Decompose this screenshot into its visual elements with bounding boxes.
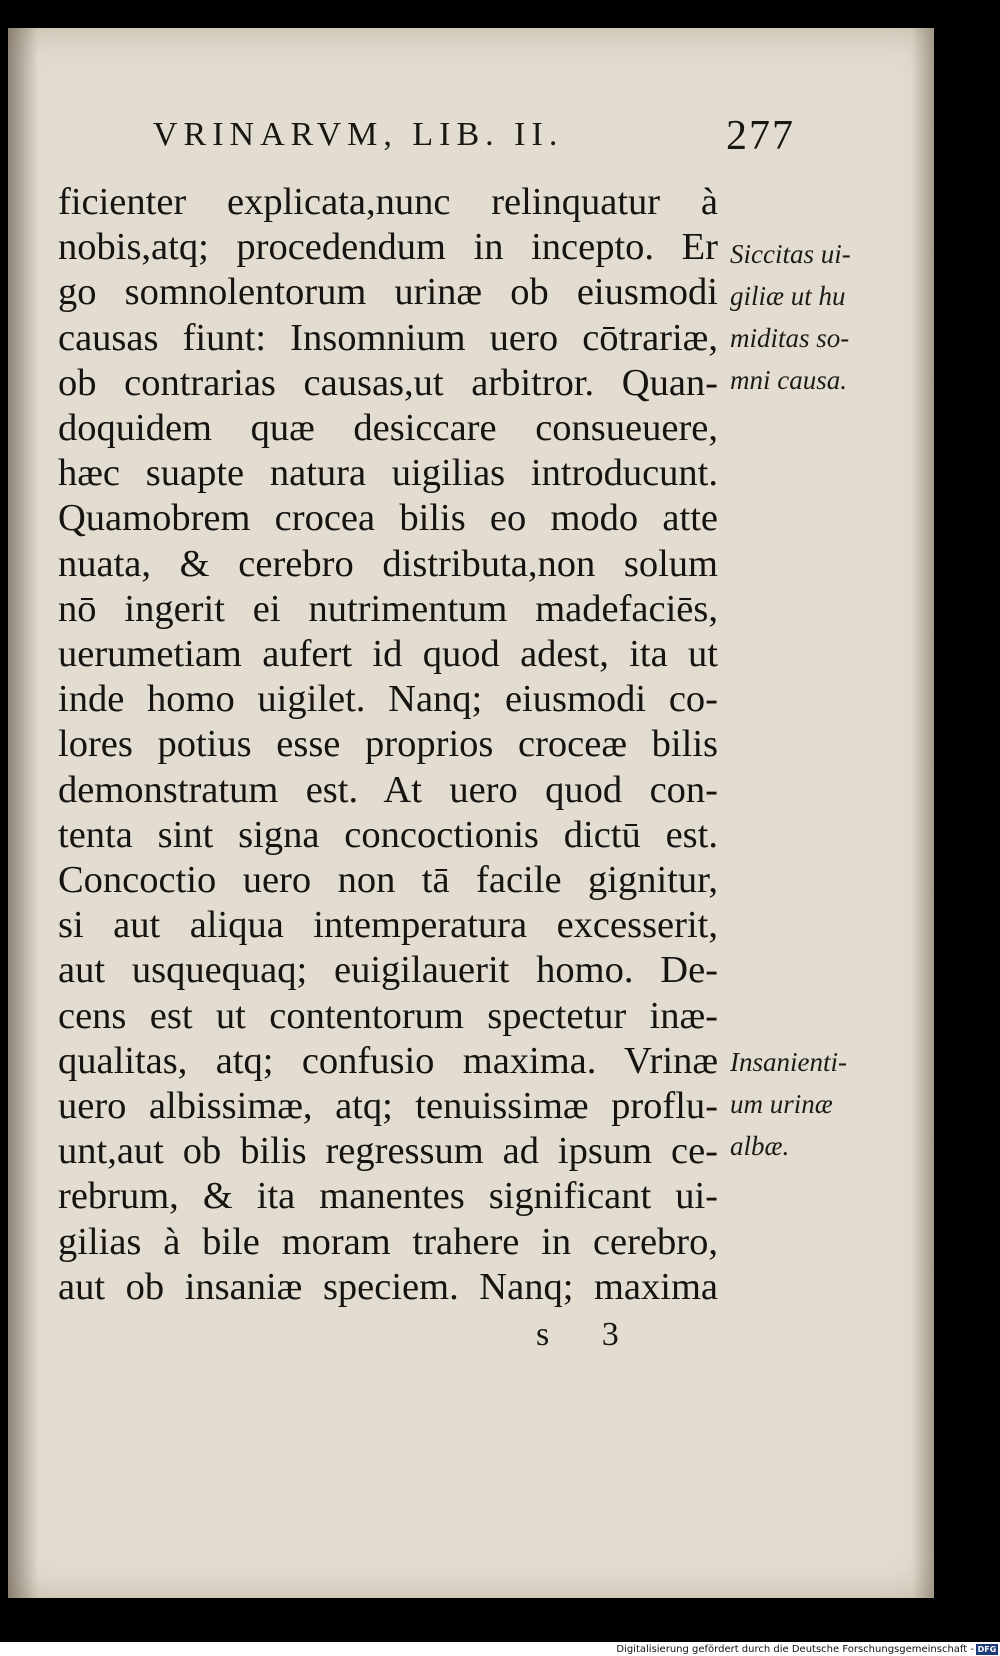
margin-note-line: Siccitas ui- — [730, 239, 851, 269]
text-line: uero albissimæ, atq; tenuissimæ proflu- — [58, 1085, 718, 1128]
text-line: nō ingerit ei nutrimentum madefaciēs, — [58, 587, 718, 630]
text-line: unt,aut ob bilis regressum ad ipsum ce- — [58, 1130, 718, 1173]
main-text-block — [58, 180, 718, 1310]
page-gutter-shadow — [8, 28, 38, 1598]
margin-note-line: mni causa. — [730, 365, 847, 395]
margin-note-line: Insanienti- — [730, 1047, 847, 1077]
text-line: tenta sint signa concoctionis dictū est. — [58, 813, 718, 856]
text-line: rebrum, & ita manentes significant ui- — [58, 1175, 718, 1218]
margin-note-line: albæ. — [730, 1131, 790, 1161]
signature-mark: s 3 — [536, 1316, 641, 1353]
margin-note-line: um urinæ — [730, 1089, 833, 1119]
running-title: VRINARVM, LIB. II. — [153, 116, 564, 153]
funding-credit: Digitalisierung gefördert durch die Deutsche Forschungsgemeinschaft - — [616, 1644, 974, 1655]
text-line: aut ob insaniæ speciem. Nanq; maxima — [58, 1265, 718, 1308]
text-line: Quamobrem crocea bilis eo modo atte — [58, 497, 718, 540]
text-line: ob contrarias causas,ut arbitror. Quan- — [58, 361, 718, 404]
text-line: si aut aliqua intemperatura excesserit, — [58, 904, 718, 947]
dfg-logo: DFG — [977, 1645, 997, 1654]
book-page — [8, 28, 934, 1598]
text-line: gilias à bile moram trahere in cerebro, — [58, 1220, 718, 1263]
text-line: causas fiunt: Insomnium uero cōtrariæ, — [58, 316, 718, 359]
text-line: hæc suapte natura uigilias introducunt. — [58, 452, 718, 495]
text-line: aut usquequaq; euigilauerit homo. De- — [58, 949, 718, 992]
text-line: nobis,atq; procedendum in incepto. Er — [58, 226, 718, 269]
text-line: uerumetiam aufert id quod adest, ita ut — [58, 633, 718, 676]
text-line: inde homo uigilet. Nanq; eiusmodi co- — [58, 678, 718, 721]
text-line: cens est ut contentorum spectetur inæ- — [58, 994, 718, 1037]
text-line: ficienter explicata,nunc relinquatur à — [58, 181, 718, 223]
page-edge-shadow — [912, 28, 934, 1598]
text-line: demonstratum est. At uero quod con- — [58, 768, 718, 811]
margin-note-line: miditas so- — [730, 323, 850, 353]
digitization-footer — [0, 1642, 1000, 1656]
text-line: lores potius esse proprios croceæ bilis — [58, 723, 718, 766]
text-line: doquidem quæ desiccare consueuere, — [58, 407, 718, 450]
text-line: nuata, & cerebro distributa,non solum — [58, 542, 718, 585]
text-line: Concoctio uero non tā facile gignitur, — [58, 859, 718, 902]
text-line: qualitas, atq; confusio maxima. Vrinæ — [58, 1039, 718, 1082]
page-number: 277 — [726, 113, 795, 159]
margin-note-insanientium — [730, 1041, 880, 1167]
margin-note-line: giliæ ut hu — [730, 281, 846, 311]
margin-note-siccitas — [730, 233, 880, 401]
text-line: go somnolentorum urinæ ob eiusmodi — [58, 271, 718, 314]
